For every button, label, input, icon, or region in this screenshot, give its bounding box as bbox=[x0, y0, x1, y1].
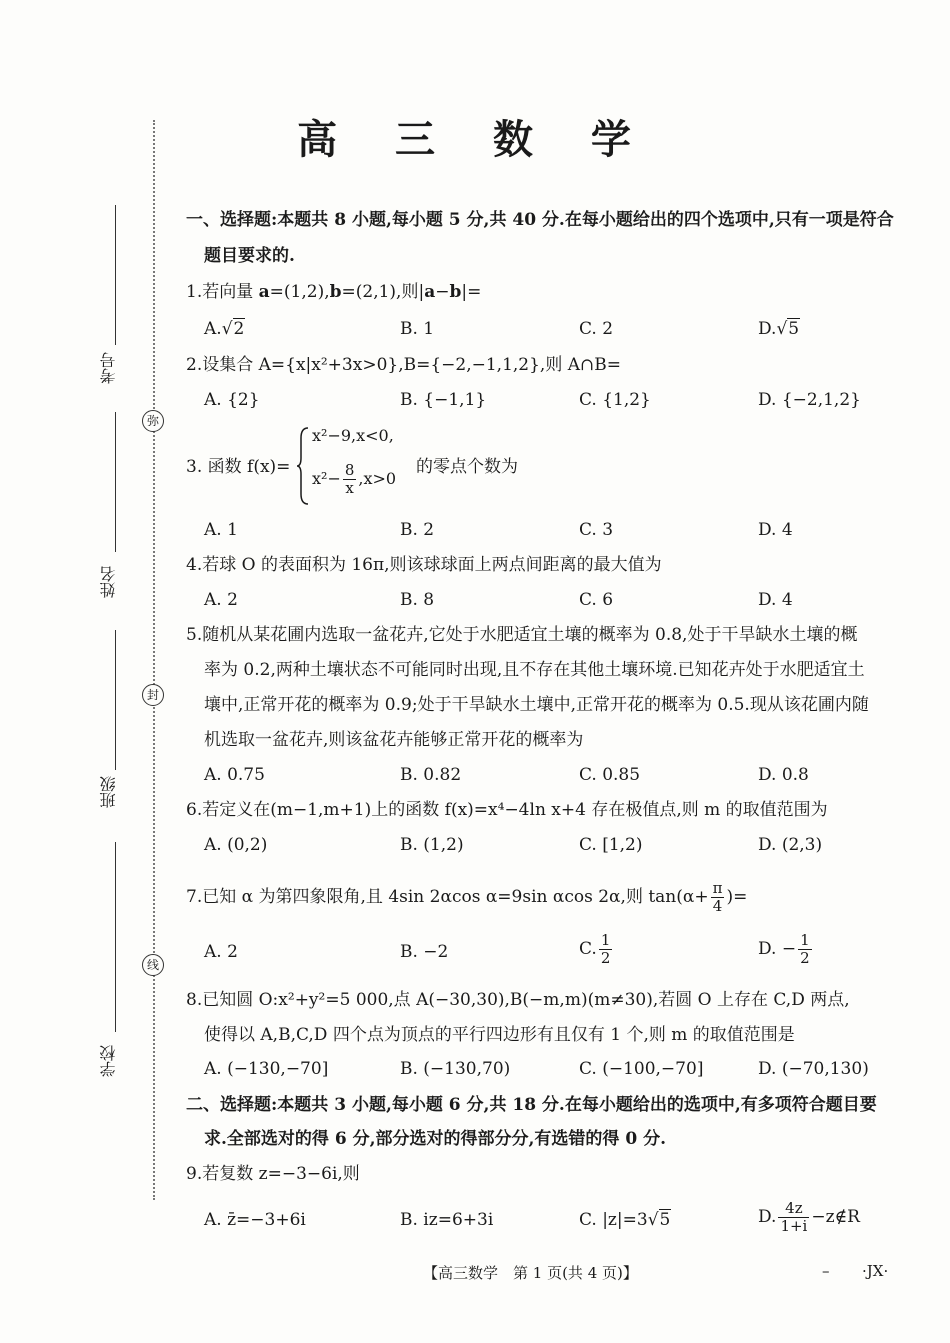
question-8-line-2: 使得以 A,B,C,D 四个点为顶点的平行四边形有且仅有 1 个,则 m 的取值范围是 bbox=[204, 1025, 795, 1045]
section1-heading-cont: 题目要求的. bbox=[204, 246, 295, 266]
seal-mark-feng: 封 bbox=[142, 684, 164, 706]
question-1: 1.若向量 a=(1,2),b=(2,1),则|a−b|= bbox=[186, 282, 482, 302]
q1-option-c: C. 2 bbox=[579, 319, 614, 339]
q2-option-d: D. {−2,1,2} bbox=[758, 390, 861, 410]
q8-option-d: D. (−70,130) bbox=[758, 1059, 869, 1079]
q2-option-c: C. {1,2} bbox=[579, 390, 651, 410]
q3-option-c: C. 3 bbox=[579, 520, 614, 540]
piecewise-brace bbox=[296, 426, 310, 506]
section2-heading-cont: 求.全部选对的得 6 分,部分选对的得部分分,有选错的得 0 分. bbox=[204, 1129, 667, 1149]
q1-option-a: A.√2 bbox=[204, 319, 245, 339]
name-rule bbox=[115, 412, 116, 552]
q6-option-b: B. (1,2) bbox=[400, 835, 464, 855]
school-rule bbox=[115, 842, 116, 1032]
school-label: 学校 bbox=[99, 1045, 118, 1077]
q3-piece-2: x²− $\frac{8}{x}$ ,x>0 bbox=[312, 461, 397, 497]
q9-option-c: C. |z|=3√5 bbox=[579, 1210, 671, 1230]
q8-option-a: A. (−130,−70] bbox=[204, 1059, 329, 1079]
q3-piece-1: x²−9,x<0, bbox=[312, 426, 394, 445]
question-2: 2.设集合 A={x|x²+3x>0},B={−2,−1,1,2},则 A∩B= bbox=[186, 355, 622, 375]
q3-option-a: A. 1 bbox=[204, 520, 238, 540]
q9-option-a: A. z̄=−3+6i bbox=[204, 1210, 306, 1230]
question-5-line-2: 率为 0.2,两种土壤状态不可能同时出现,且不存在其他土壤环境.已知花卉处于水肥适宜土 bbox=[204, 660, 865, 680]
q5-option-a: A. 0.75 bbox=[204, 765, 265, 785]
q4-option-c: C. 6 bbox=[579, 590, 614, 610]
q1-option-d: D.√5 bbox=[758, 319, 800, 339]
footer-mark: ·JX· bbox=[862, 1262, 889, 1280]
q9-option-b: B. iz=6+3i bbox=[400, 1210, 494, 1230]
q9-option-d: D. $\frac{4z}{1+i}$ −z∉R bbox=[758, 1199, 860, 1235]
page-footer: 【高三数学 第 1 页(共 4 页)】 bbox=[423, 1264, 638, 1282]
q2-option-a: A. {2} bbox=[204, 390, 260, 410]
q3-option-b: B. 2 bbox=[400, 520, 435, 540]
question-7: 7.已知 α 为第四象限角,且 4sin 2αcos α=9sin αcos 2α,则 tan(α+ $\frac{\pi}{4}$ )= bbox=[186, 879, 748, 915]
section1-heading: 一、选择题:本题共 8 小题,每小题 5 分,共 40 分.在每小题给出的四个选项中,只有一项是符合 bbox=[186, 210, 894, 230]
question-4: 4.若球 O 的表面积为 16π,则该球球面上两点间距离的最大值为 bbox=[186, 555, 662, 575]
q7-option-c: C. $\frac{1}{2}$ bbox=[579, 931, 611, 967]
q5-option-c: C. 0.85 bbox=[579, 765, 641, 785]
q1-option-b: B. 1 bbox=[400, 319, 435, 339]
q6-option-a: A. (0,2) bbox=[204, 835, 268, 855]
section2-heading: 二、选择题:本题共 3 小题,每小题 6 分,共 18 分.在每小题给出的选项中,有多项符合题目要 bbox=[186, 1095, 877, 1115]
q5-option-d: D. 0.8 bbox=[758, 765, 809, 785]
q5-option-b: B. 0.82 bbox=[400, 765, 462, 785]
q6-option-d: D. (2,3) bbox=[758, 835, 823, 855]
q4-option-a: A. 2 bbox=[204, 590, 238, 610]
exam-no-label: 考号 bbox=[99, 352, 118, 384]
class-label: 班级 bbox=[99, 776, 118, 808]
q2-option-b: B. {−1,1} bbox=[400, 390, 487, 410]
q7-option-d: D. − $\frac{1}{2}$ bbox=[758, 931, 810, 967]
seal-mark-mi: 弥 bbox=[142, 410, 164, 432]
q4-option-b: B. 8 bbox=[400, 590, 435, 610]
q6-option-c: C. [1,2) bbox=[579, 835, 643, 855]
name-label: 姓名 bbox=[99, 566, 118, 598]
page-title: 高 三 数 学 bbox=[297, 117, 653, 163]
question-5-line-3: 壤中,正常开花的概率为 0.9;处于干旱缺水土壤中,正常开花的概率为 0.5.现从该花圃内随 bbox=[204, 695, 869, 715]
question-5-line-1: 5.随机从某花圃内选取一盆花卉,它处于水肥适宜土壤的概率为 0.8,处于干旱缺水土壤的概 bbox=[186, 625, 858, 645]
q3-option-d: D. 4 bbox=[758, 520, 793, 540]
question-8-line-1: 8.已知圆 O:x²+y²=5 000,点 A(−30,30),B(−m,m)(m≠30),若圆 O 上存在 C,D 两点, bbox=[186, 990, 850, 1010]
question-3-suffix: 的零点个数为 bbox=[416, 457, 518, 477]
question-5-line-4: 机选取一盆花卉,则该盆花卉能够正常开花的概率为 bbox=[204, 730, 584, 750]
q4-option-d: D. 4 bbox=[758, 590, 793, 610]
q7-option-a: A. 2 bbox=[204, 942, 238, 962]
exam-no-rule bbox=[115, 205, 116, 345]
q7-option-b: B. −2 bbox=[400, 942, 449, 962]
class-rule bbox=[115, 630, 116, 770]
q8-option-c: C. (−100,−70] bbox=[579, 1059, 704, 1079]
q8-option-b: B. (−130,70) bbox=[400, 1059, 511, 1079]
seal-dotted-line bbox=[153, 120, 155, 1200]
seal-mark-xian: 线 bbox=[142, 954, 164, 976]
footer-dash: – bbox=[822, 1262, 830, 1280]
question-3-prefix: 3. 函数 f(x)= bbox=[186, 457, 291, 477]
question-6: 6.若定义在(m−1,m+1)上的函数 f(x)=x⁴−4ln x+4 存在极值点,则 m 的取值范围为 bbox=[186, 800, 828, 820]
question-9: 9.若复数 z=−3−6i,则 bbox=[186, 1164, 360, 1184]
